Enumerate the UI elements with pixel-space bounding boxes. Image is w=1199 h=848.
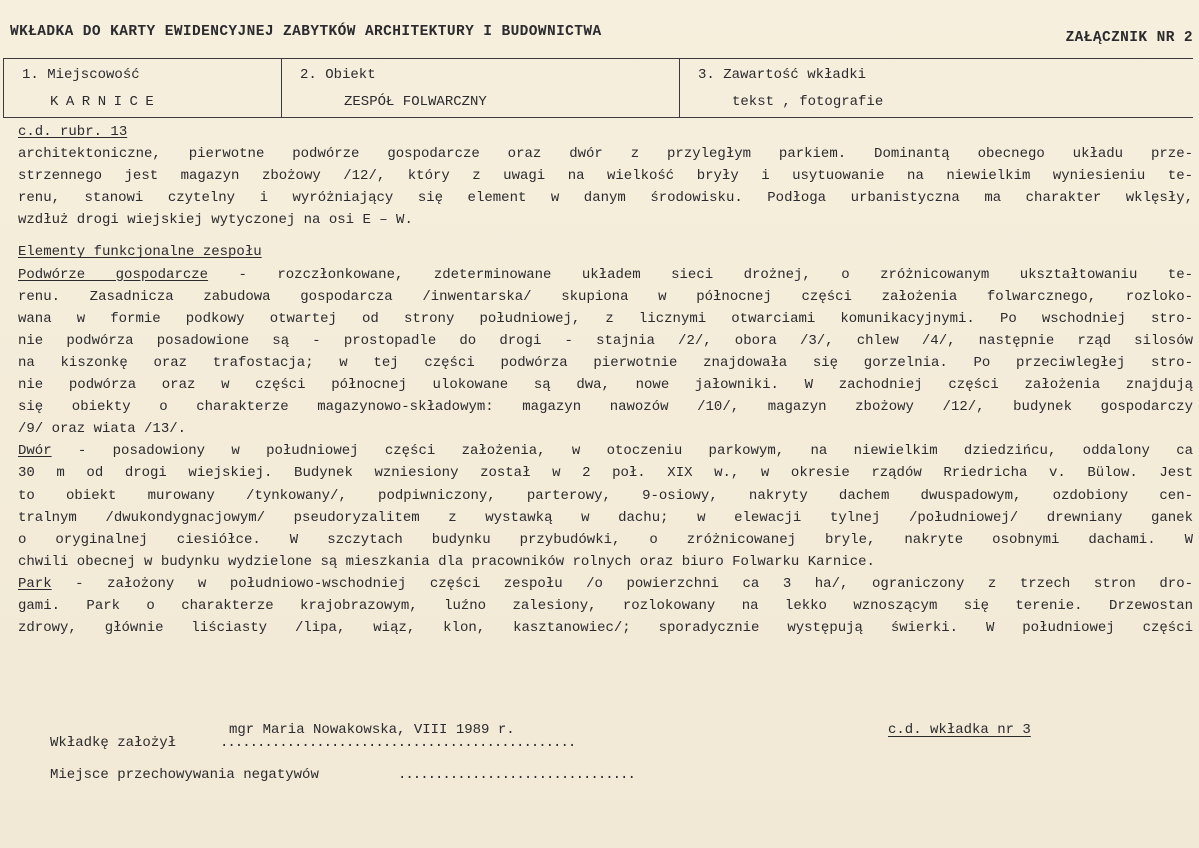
manor-line: 30 m od drogi wiejskiej. Budynek wzniesiony został w 2 poł. XIX w., w okresie rządów Rriedricha v. Bülow. Jest: [18, 465, 1193, 482]
field-contents-value: tekst , fotografie: [732, 94, 884, 110]
author-dots: ................................................: [220, 735, 576, 751]
field-locality: [4, 59, 282, 117]
field-locality-label: 1. Miejscowość: [22, 67, 140, 83]
intro-line: renu, stanowi czytelny i wyróżniający się element w danym środowisku. Podłoga urbanistyczna ma charakter wklęsły,: [18, 190, 1193, 207]
intro-line: wzdłuż drogi wiejskiej wytyczonej na osi E – W.: [18, 212, 413, 229]
manor-line: to obiekt murowany /tynkowany/, podpiwniczony, parterowy, 9-osiowy, nakryty dachem dwuspadowym, ozdobiony cen-: [18, 487, 1193, 504]
document-title: WKŁADKA DO KARTY EWIDENCYJNEJ ZABYTKÓW ARCHITEKTURY I BUDOWNICTWA: [10, 24, 602, 40]
park-line: gami. Park o charakterze krajobrazowym, luźno zalesiony, rozlokowany na lekko wznoszącym się terenie. Drzewostan: [18, 597, 1193, 614]
manor-line: tralnym /dwukondygnacjowym/ pseudoryzalitem z wystawką w dachu; w elewacji tylnej /południowej/ drewniany ganek: [18, 509, 1193, 526]
field-contents: [680, 59, 1194, 117]
park-line: zdrowy, głównie liściasty /lipa, wiąz, klon, kasztanowiec/; sporadycznie występują świerki. W południowej części: [18, 620, 1193, 637]
yard-first-line: [18, 264, 1193, 286]
yard-line: wana w formie podkowy otwartej od strony południowej, z licznymi otwarciami komunikacyjnymi. Po wschodniej stro-: [18, 310, 1193, 327]
yard-line: nie podwórza oraz w części północnej ulokowane są dwa, nowe jałowniki. W zachodniej części założenia znajdują: [18, 377, 1193, 394]
manor-first-line: [18, 440, 1193, 462]
author-label: Wkładkę założył: [50, 735, 177, 751]
park-first-line: [18, 573, 1193, 595]
intro-line: architektoniczne, pierwotne podwórze gospodarcze oraz dwór z przyległym parkiem. Dominantą obecnego układu prze-: [18, 146, 1193, 163]
manor-line: chwili obecnej w budynku wydzielone są mieszkania dla pracowników rolnych oraz biuro Folwarku Karnice.: [18, 553, 875, 570]
storage-label: Miejsce przechowywania negatywów: [50, 767, 319, 783]
field-object-label: 2. Obiekt: [300, 67, 376, 83]
header-fields-table: [3, 58, 1193, 118]
field-locality-value: KARNICE: [50, 94, 162, 110]
park-term: Park: [18, 575, 52, 592]
author-value: mgr Maria Nowakowska, VIII 1989 r.: [229, 722, 515, 738]
yard-term: Podwórze gospodarcze: [18, 266, 209, 283]
manor-line: o oryginalnej ciesiółce. W szczytach budynku przybudówki, o zróżnicowanej bryle, nakryte osobnymi dachami. W: [18, 531, 1193, 548]
body-text: [18, 121, 1193, 639]
yard-line: na kiszonkę oraz trafostacja; w tej części podwórza pierwotnie znajdowała się gorzelnia. Po przeciwległej stro-: [18, 354, 1193, 371]
section-heading: Elementy funkcjonalne zespołu: [18, 244, 262, 261]
annex-number: ZAŁĄCZNIK NR 2: [1065, 30, 1193, 46]
field-object-value: ZESPÓŁ FOLWARCZNY: [344, 94, 487, 110]
yard-line: się obiekty o charakterze magazynowo-składowym: magazyn nawozów /10/, magazyn zbożowy /12/, budynek gospodarczy: [18, 399, 1193, 416]
yard-first-text: - rozczłonkowane, zdeterminowane układem sieci drożnej, o zróżnicowanym ukształtowaniu te-: [208, 266, 1193, 283]
field-contents-label: 3. Zawartość wkładki: [698, 67, 867, 83]
yard-line: renu. Zasadnicza zabudowa gospodarcza /inwentarska/ skupiona w północnej części założenia folwarcznego, rozloko-: [18, 288, 1193, 305]
yard-line: nie podwórza posadowione są - prostopadle do drogi - stajnia /2/, obora /3/, chlew /4/, następnie rząd silosów: [18, 332, 1193, 349]
manor-first-text: - posadowiony w południowej części założenia, w otoczeniu parkowym, na niewielkim dziedzińcu, oddalony ca: [51, 443, 1193, 460]
park-first-text: - założony w południowo-wschodniej części zespołu /o powierzchni ca 3 ha/, ograniczony z trzech stron dro-: [51, 575, 1193, 592]
field-object: [282, 59, 680, 117]
rubric-heading: c.d. rubr. 13: [18, 124, 128, 140]
continuation-note: c.d. wkładka nr 3: [888, 722, 1031, 738]
intro-line: strzennego jest magazyn zbożowy /12/, który z uwagi na wielkość bryły i usytuowanie na niewielkim wyniesieniu te-: [18, 168, 1193, 185]
storage-dots: ................................: [398, 767, 635, 783]
yard-line: /9/ oraz wiata /13/.: [18, 421, 187, 438]
manor-term: Dwór: [18, 443, 52, 460]
